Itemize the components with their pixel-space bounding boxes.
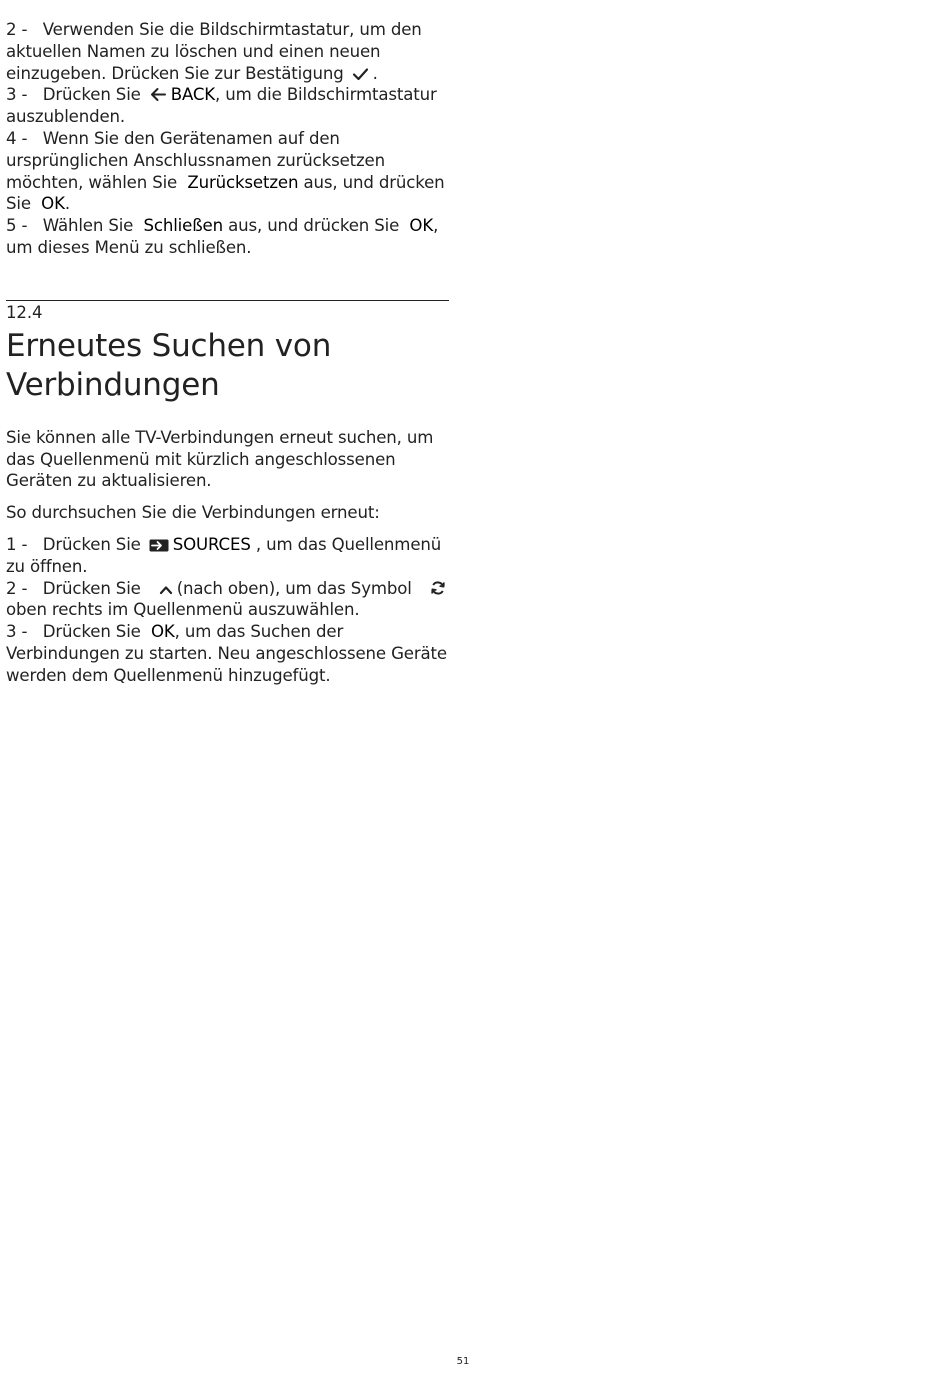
ok-key-label: OK (409, 216, 434, 236)
section-title: Erneutes Suchen von Verbindungen (6, 327, 332, 403)
sources-icon (149, 539, 169, 552)
rescan-steps (6, 534, 451, 687)
step-number: 2 - (6, 20, 28, 39)
rescan-step-1: 1 - Drücken Sie SOURCES , um das Quellenmenü zu öffnen. (6, 534, 442, 576)
sources-key-label: SOURCES (172, 534, 251, 554)
step-number: 5 - (6, 216, 28, 236)
back-arrow-icon (149, 87, 167, 102)
close-option-label: Schließen (143, 216, 223, 236)
step-5-close: 5 - Wählen Sie Schließen aus, und drücken Sie OK, um dieses Menü zu schließen. (6, 216, 439, 257)
rescan-step-2: 2 - Drücken Sie (nach oben), um das Symbol oben rechts im Quellenmenü auszuwählen. (6, 578, 451, 622)
ok-key-label: OK (150, 622, 175, 642)
reset-option-label: Zurücksetzen (187, 172, 299, 192)
section-intro: Sie können alle TV-Verbindungen erneut suchen, um das Quellenmenü mit kürzlich angeschlossenen Geräten zu aktualisieren. (6, 427, 434, 491)
chevron-up-icon (159, 584, 173, 596)
step-2-rename: 2 - Verwenden Sie die Bildschirmtastatur, um den aktuellen Namen zu löschen und einen neuen einzugeben. Drücken Sie zur Bestätigung . (6, 20, 422, 83)
step-number: 4 - (6, 128, 28, 148)
page-content (6, 19, 451, 687)
checkmark-icon (352, 67, 369, 81)
step-number: 3 - (6, 622, 28, 642)
section-number: 12.4 (6, 302, 43, 322)
step-4-reset: 4 - Wenn Sie den Gerätenamen auf den ursprünglichen Anschlussnamen zurücksetzen möchten, wählen Sie Zurücksetzen aus, und drücken Sie OK. (6, 128, 445, 214)
page-number: 51 (456, 1356, 470, 1367)
refresh-icon (430, 580, 446, 596)
step-number: 3 - (6, 85, 28, 105)
section-lead: So durchsuchen Sie die Verbindungen erneut: (6, 503, 380, 523)
section-divider (6, 300, 449, 301)
rescan-step-3: 3 - Drücken Sie OK, um das Suchen der Verbindungen zu starten. Neu angeschlossene Geräte werden dem Quellenmenü hinzugefügt. (6, 622, 447, 685)
step-number: 1 - (6, 534, 28, 554)
step-3-back: 3 - Drücken Sie BACK, um die Bildschirmtastatur auszublenden. (6, 85, 437, 127)
back-key-label: BACK (170, 85, 216, 105)
ok-key-label: OK (41, 194, 65, 214)
step-number: 2 - (6, 578, 28, 598)
